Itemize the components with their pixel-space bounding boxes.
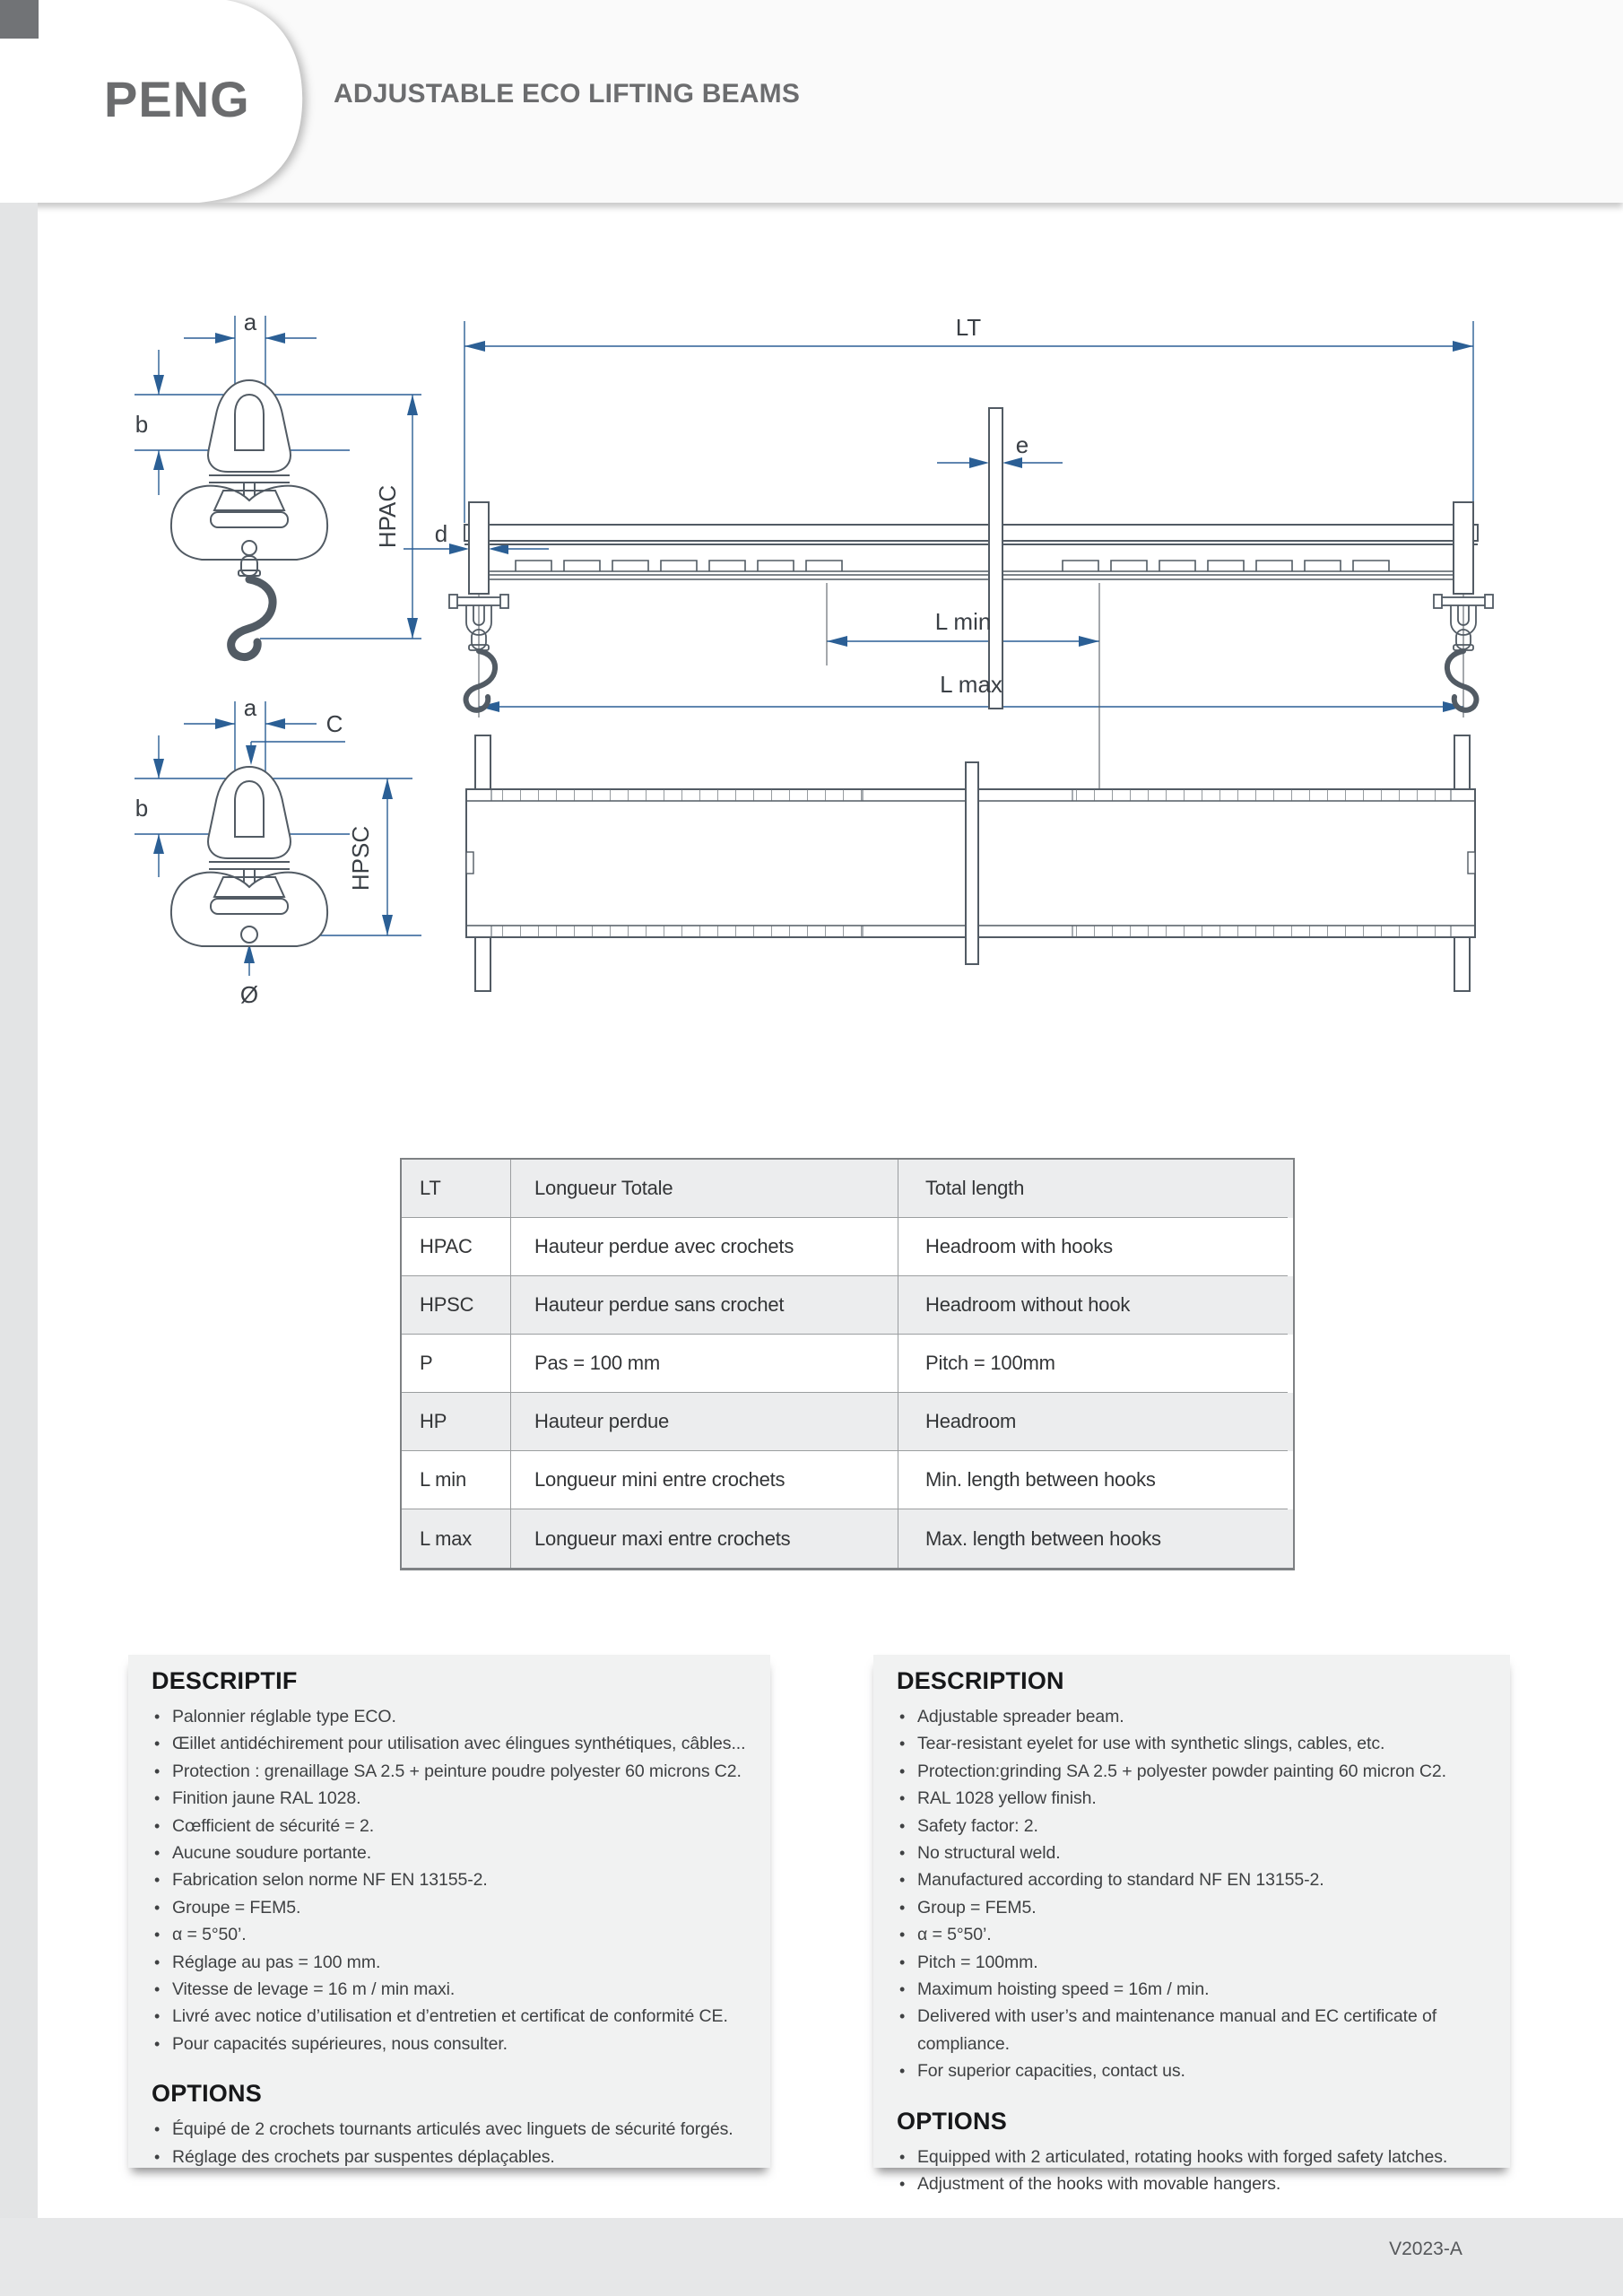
options-heading-fr: OPTIONS: [152, 2080, 262, 2108]
dim-label-hpsc: HPSC: [347, 825, 374, 891]
table-cell-abbr: LT: [402, 1160, 511, 1218]
list-item: • Safety factor: 2.: [897, 1813, 1494, 1839]
dim-label-b-bottom: b: [135, 795, 149, 822]
list-item: • Œillet antidéchirement pour utilisation avec élingues synthétiques, câbles...: [152, 1730, 754, 1757]
brand-logo: PENG: [104, 71, 250, 127]
table-cell-fr: Hauteur perdue avec crochets: [511, 1218, 898, 1276]
dim-label-a-bottom: a: [243, 694, 257, 721]
list-item: • Fabrication selon norme NF EN 13155-2.: [152, 1866, 754, 1893]
list-item: • Delivered with user’s and maintenance manual and EC certificate of compliance.: [897, 2003, 1494, 2057]
table-cell-abbr: L min: [402, 1451, 511, 1509]
table-cell-en: Headroom with hooks: [898, 1218, 1288, 1276]
table-cell-abbr: L max: [402, 1509, 511, 1568]
description-heading: DESCRIPTION: [897, 1667, 1064, 1694]
end-view-hook-outline: [171, 380, 327, 657]
table-row: [402, 1393, 1293, 1451]
list-item: • Tear-resistant eyelet for use with synthetic slings, cables, etc.: [897, 1730, 1494, 1757]
table-cell-fr: Longueur maxi entre crochets: [511, 1509, 898, 1568]
table-cell-en: Total length: [898, 1160, 1288, 1218]
end-view-hook-dimensions: [135, 316, 421, 639]
dim-label-e: e: [1015, 431, 1029, 458]
table-cell-fr: Longueur mini entre crochets: [511, 1451, 898, 1509]
table-cell-abbr: HP: [402, 1393, 511, 1451]
list-item: • Protection:grinding SA 2.5 + polyester powder painting 60 micron C2.: [897, 1758, 1494, 1785]
table-cell-en: Headroom: [898, 1393, 1288, 1451]
options-list-fr: [152, 2116, 754, 2170]
description-box: [873, 1655, 1510, 2195]
dim-label-a-top: a: [243, 309, 257, 335]
description-list: [897, 1703, 1494, 2085]
table-cell-abbr: HPSC: [402, 1276, 511, 1335]
list-item: • RAL 1028 yellow finish.: [897, 1785, 1494, 1812]
dim-label-d: d: [434, 520, 448, 547]
table-cell-en: Min. length between hooks: [898, 1451, 1288, 1509]
list-item: • Groupe = FEM5.: [152, 1894, 754, 1921]
table-cell-fr: Hauteur perdue: [511, 1393, 898, 1451]
legend-table: [400, 1158, 1295, 1570]
dim-label-lmin: L min: [934, 608, 992, 635]
dim-label-lmax: L max: [940, 671, 1002, 698]
list-item: • Réglage au pas = 100 mm.: [152, 1949, 754, 1976]
list-item: • Livré avec notice d’utilisation et d’entretien et certificat de conformité CE.: [152, 2003, 754, 2030]
list-item: • α = 5°50’.: [897, 1921, 1494, 1948]
list-item: • Manufactured according to standard NF EN 13155-2.: [897, 1866, 1494, 1893]
list-item: • Adjustment of the hooks with movable hangers.: [897, 2170, 1494, 2197]
list-item: • Pitch = 100mm.: [897, 1949, 1494, 1976]
table-cell-fr: Hauteur perdue sans crochet: [511, 1276, 898, 1335]
end-view-nohook-outline: [171, 767, 327, 946]
dim-label-hpac: HPAC: [374, 484, 401, 549]
list-item: • Équipé de 2 crochets tournants articulés avec linguets de sécurité forgés.: [152, 2116, 754, 2143]
table-cell-fr: Pas = 100 mm: [511, 1335, 898, 1393]
table-row: [402, 1509, 1293, 1568]
list-item: • Protection : grenaillage SA 2.5 + peinture poudre polyester 60 microns C2.: [152, 1758, 754, 1785]
list-item: • Réglage des crochets par suspentes déplaçables.: [152, 2144, 754, 2170]
dim-label-b-top: b: [135, 411, 149, 438]
list-item: • No structural weld.: [897, 1839, 1494, 1866]
descriptif-list: [152, 1703, 754, 2057]
beam-side-outline: [464, 408, 1478, 709]
list-item: • Adjustable spreader beam.: [897, 1703, 1494, 1730]
technical-drawing: [0, 296, 1623, 1103]
beam-side-dimensions: [404, 321, 1473, 707]
list-item: • Palonnier réglable type ECO.: [152, 1703, 754, 1730]
dim-label-diameter: Ø: [239, 981, 259, 1008]
descriptif-box: [128, 1655, 770, 2168]
list-item: • Cœfficient de sécurité = 2.: [152, 1813, 754, 1839]
table-cell-abbr: HPAC: [402, 1218, 511, 1276]
table-row: [402, 1218, 1293, 1276]
list-item: • Vitesse de levage = 16 m / min maxi.: [152, 1976, 754, 2003]
table-row: [402, 1160, 1293, 1218]
list-item: • Pour capacités supérieures, nous consulter.: [152, 2031, 754, 2057]
page-header: [0, 0, 1623, 203]
beam-top-view-outline: [466, 735, 1475, 991]
table-cell-fr: Longueur Totale: [511, 1160, 898, 1218]
list-item: • Finition jaune RAL 1028.: [152, 1785, 754, 1812]
footer-version: V2023-A: [1389, 2239, 1462, 2259]
table-row: [402, 1335, 1293, 1393]
options-list-en: [897, 2144, 1494, 2198]
table-cell-en: Headroom without hook: [898, 1276, 1288, 1335]
descriptif-heading: DESCRIPTIF: [152, 1667, 298, 1694]
corner-accent-square: [0, 0, 39, 39]
list-item: • Maximum hoisting speed = 16m / min.: [897, 1976, 1494, 2003]
list-item: • Aucune soudure portante.: [152, 1839, 754, 1866]
list-item: • α = 5°50’.: [152, 1921, 754, 1948]
table-cell-en: Pitch = 100mm: [898, 1335, 1288, 1393]
options-heading-en: OPTIONS: [897, 2107, 1007, 2135]
dim-label-lt: LT: [955, 314, 982, 341]
list-item: • Group = FEM5.: [897, 1894, 1494, 1921]
page-title: ADJUSTABLE ECO LIFTING BEAMS: [334, 79, 801, 109]
list-item: • Equipped with 2 articulated, rotating hooks with forged safety latches.: [897, 2144, 1494, 2170]
list-item: • For superior capacities, contact us.: [897, 2057, 1494, 2084]
table-row: [402, 1276, 1293, 1335]
dim-label-c: C: [325, 710, 343, 737]
table-cell-en: Max. length between hooks: [925, 1526, 1161, 1550]
table-row: [402, 1451, 1293, 1509]
table-cell-abbr: P: [402, 1335, 511, 1393]
